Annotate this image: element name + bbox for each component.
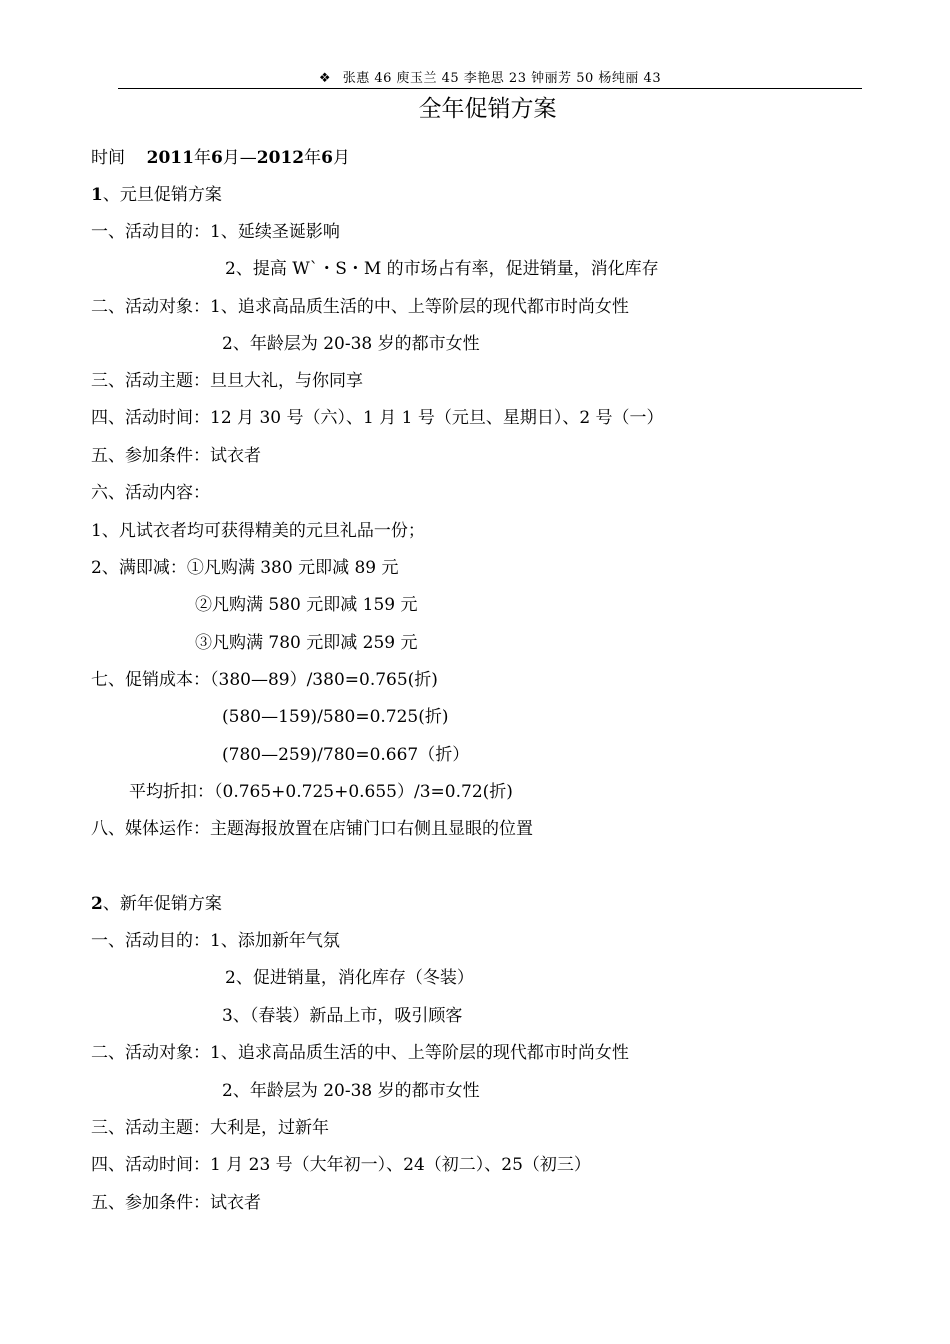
s2-line: 2、促进销量，消化库存（冬装） (225, 968, 474, 988)
s1-line: (780—259)/780=0.667（折） (222, 745, 470, 765)
section1-heading-text: 、元旦促销方案 (102, 185, 222, 205)
time-from-mid: 年 (193, 148, 211, 168)
time-line (91, 143, 350, 173)
section2-heading (91, 889, 222, 919)
time-from-month: 6 (210, 148, 223, 168)
time-to-end: 月 (332, 148, 350, 168)
time-from-year: 2011 (146, 148, 194, 168)
s1-line: 八、媒体运作：主题海报放置在店铺门口右侧且显眼的位置 (91, 819, 533, 839)
s1-line: 六、活动内容： (91, 483, 210, 503)
s2-line: 3、（春装）新品上市，吸引顾客 (222, 1006, 463, 1026)
s2-line: 五、参加条件：试衣者 (91, 1193, 261, 1213)
section1-heading (91, 180, 222, 210)
s1-line: 一、活动目的：1、延续圣诞影响 (91, 222, 340, 242)
time-to-year: 2012 (256, 148, 305, 168)
s1-line: 2、年龄层为 20-38 岁的都市女性 (222, 334, 480, 354)
s1-line: 平均折扣：（0.765+0.725+0.655）/3=0.72(折) (129, 782, 513, 802)
time-from-end: 月— (222, 148, 257, 168)
document-title: 全年促销方案 (418, 96, 557, 122)
s1-line: 1、凡试衣者均可获得精美的元旦礼品一份； (91, 521, 425, 541)
s1-line: 2、提高 W`・S・M 的市场占有率，促进销量，消化库存 (225, 259, 659, 279)
s1-line: ③凡购满 780 元即减 259 元 (195, 633, 418, 653)
s2-line: 二、活动对象：1、追求高品质生活的中、上等阶层的现代都市时尚女性 (91, 1043, 629, 1063)
page-header (118, 70, 862, 89)
s2-line: 2、年龄层为 20-38 岁的都市女性 (222, 1081, 480, 1101)
section2-number: 2 (91, 894, 103, 914)
s1-line: 七、促销成本：（380—89）/380=0.765(折) (91, 670, 438, 690)
time-to-month: 6 (321, 148, 333, 168)
time-to-mid: 年 (304, 148, 322, 168)
s1-line: 五、参加条件：试衣者 (91, 446, 261, 466)
s2-line: 三、活动主题：大利是，过新年 (91, 1118, 329, 1138)
s1-line: (580—159)/580=0.725(折) (222, 707, 449, 727)
diamond-bullet-icon: ❖ (318, 71, 331, 86)
s1-line: 三、活动主题：旦旦大礼，与你同享 (91, 371, 363, 391)
header-names: 张惠 46 庾玉兰 45 李艳思 23 钟丽芳 50 杨纯丽 43 (342, 71, 662, 86)
s2-line: 一、活动目的：1、添加新年气氛 (91, 931, 340, 951)
section1-number: 1 (91, 185, 103, 205)
s1-line: ②凡购满 580 元即减 159 元 (195, 595, 418, 615)
s2-line: 四、活动时间：1 月 23 号（大年初一）、24（初二）、25（初三） (91, 1155, 591, 1175)
s1-line: 四、活动时间：12 月 30 号（六）、1 月 1 号（元旦、星期日）、2 号（一） (91, 408, 664, 428)
time-label: 时间 (91, 148, 125, 168)
s1-line: 二、活动对象：1、追求高品质生活的中、上等阶层的现代都市时尚女性 (91, 297, 629, 317)
s1-line: 2、满即减：①凡购满 380 元即减 89 元 (91, 558, 399, 578)
section2-heading-text: 、新年促销方案 (102, 894, 222, 914)
